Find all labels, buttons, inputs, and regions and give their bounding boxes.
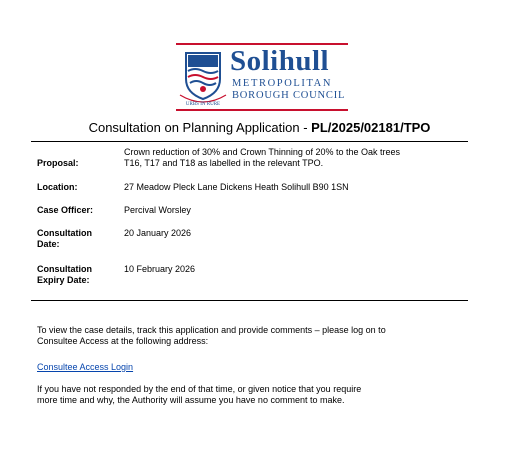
location-row bbox=[37, 182, 457, 194]
location-value: 27 Meadow Pleck Lane Dickens Heath Solihull B90 1SN bbox=[124, 182, 349, 192]
link-paragraph bbox=[37, 362, 467, 373]
consultation-date-label bbox=[37, 228, 115, 250]
proposal-line-1: Crown reduction of 30% and Crown Thinning of 20% to the Oak trees bbox=[124, 147, 400, 157]
location-label: Location: bbox=[37, 182, 78, 192]
intro-line-1: To view the case details, track this application and provide comments – please log on to bbox=[37, 325, 386, 335]
consultation-date-label-line-1: Consultation bbox=[37, 228, 92, 238]
council-subtitle-borough: BOROUGH COUNCIL bbox=[232, 90, 346, 101]
note-line-2: more time and why, the Authority will assume you have no comment to make. bbox=[37, 395, 345, 405]
consultation-date-row bbox=[37, 228, 457, 252]
expiry-date-label bbox=[37, 264, 115, 286]
title-prefix: Consultation on Planning Application - bbox=[88, 120, 312, 135]
expiry-date-value: 10 February 2026 bbox=[124, 264, 196, 274]
proposal-row bbox=[37, 147, 457, 171]
council-crest-icon bbox=[178, 49, 228, 107]
consultation-date-value: 20 January 2026 bbox=[124, 228, 192, 238]
consultee-access-login-link[interactable]: Consultee Access Login bbox=[37, 362, 134, 372]
divider-bottom bbox=[31, 300, 468, 301]
expiry-date-row bbox=[37, 264, 457, 288]
consultation-date-label-line-2: Date: bbox=[37, 239, 60, 249]
page-title bbox=[0, 120, 519, 135]
application-reference: PL/2025/02181/TPO bbox=[311, 120, 431, 135]
proposal-label: Proposal: bbox=[37, 158, 79, 168]
case-officer-row bbox=[37, 205, 457, 217]
case-officer-label: Case Officer: bbox=[37, 205, 94, 215]
intro-line-2: Consultee Access at the following address: bbox=[37, 336, 209, 346]
case-officer-value: Percival Worsley bbox=[124, 205, 191, 215]
council-name: Solihull bbox=[230, 45, 330, 77]
intro-paragraph bbox=[37, 325, 467, 347]
proposal-line-2: T16, T17 and T18 as labelled in the relevant TPO. bbox=[124, 158, 324, 168]
proposal-value bbox=[124, 147, 464, 169]
note-paragraph bbox=[37, 384, 467, 406]
expiry-date-label-line-2: Expiry Date: bbox=[37, 275, 90, 285]
council-logo bbox=[176, 43, 348, 111]
council-subtitle-metropolitan: METROPOLITAN bbox=[232, 78, 333, 89]
expiry-date-label-line-1: Consultation bbox=[37, 264, 92, 274]
note-line-1: If you have not responded by the end of that time, or given notice that you require bbox=[37, 384, 362, 394]
divider-top bbox=[31, 141, 468, 142]
svg-text:URBS IN RURE: URBS IN RURE bbox=[185, 102, 221, 107]
